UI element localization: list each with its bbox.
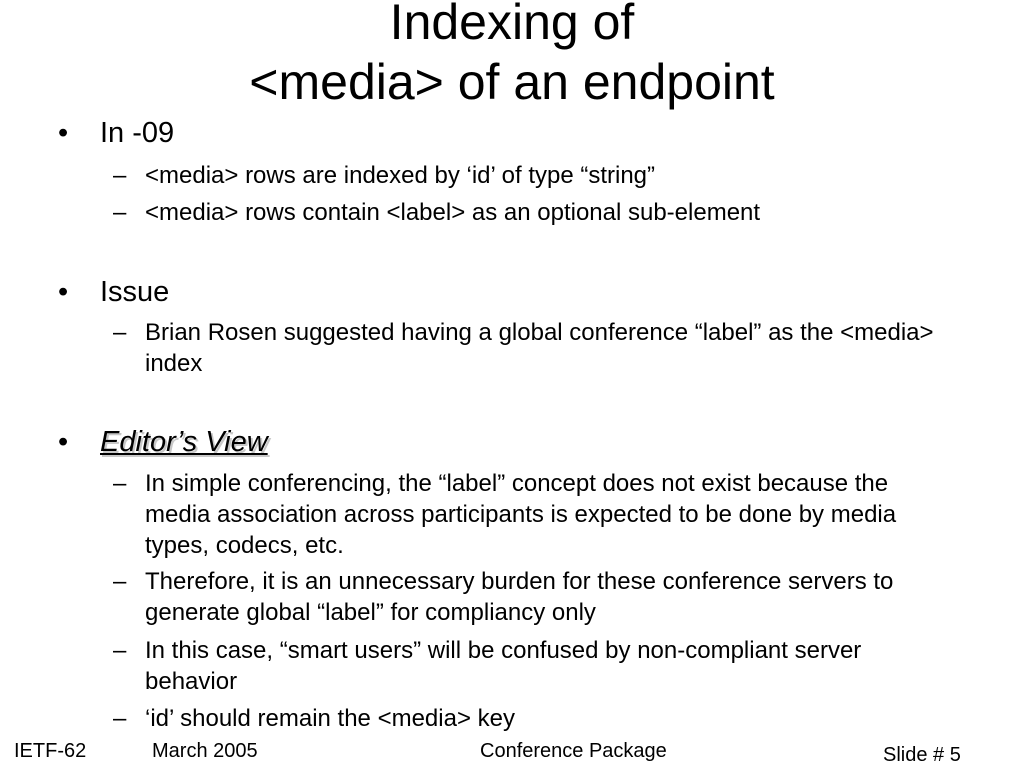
dash-marker: – [113, 162, 127, 189]
title-line-1: Indexing of [389, 0, 635, 50]
bullet-issue [58, 275, 169, 309]
sub-bullet-text: ‘id’ should remain the <media> key [145, 705, 515, 732]
sub-bullet [113, 468, 963, 561]
sub-bullet [113, 197, 963, 228]
sub-bullet [113, 317, 963, 379]
dash-marker: – [113, 568, 127, 595]
slide-title [0, 0, 1024, 112]
sub-bullet-text: Brian Rosen suggested having a global conference “label” as the <media> index [145, 319, 934, 377]
dash-marker: – [113, 319, 127, 346]
bullet-marker: • [58, 117, 69, 149]
dash-marker: – [113, 470, 127, 497]
bullet-marker: • [58, 426, 69, 458]
footer-date: March 2005 [152, 740, 258, 762]
dash-marker: – [113, 705, 127, 732]
sub-bullet [113, 566, 963, 628]
bullet-in-09 [58, 116, 174, 150]
bullet-editors-view [58, 425, 268, 459]
bullet-heading: Issue [100, 276, 170, 308]
dash-marker: – [113, 199, 127, 226]
bullet-marker: • [58, 276, 69, 308]
bullet-heading: In -09 [100, 117, 175, 149]
sub-bullet-text: Therefore, it is an unnecessary burden for these conference servers to generate global “label” for compliancy only [145, 568, 894, 626]
sub-bullet-text: <media> rows are indexed by ‘id’ of type “string” [145, 162, 656, 189]
title-line-2: <media> of an endpoint [249, 54, 775, 110]
dash-marker: – [113, 637, 127, 664]
bullet-heading: Editor’s View [100, 426, 268, 458]
footer-slide-number: Slide # 5 [883, 744, 961, 766]
sub-bullet [113, 160, 963, 191]
footer-topic: Conference Package [480, 740, 667, 762]
sub-bullet-text: <media> rows contain <label> as an optional sub-element [145, 199, 761, 226]
sub-bullet [113, 703, 963, 734]
sub-bullet-text: In simple conferencing, the “label” concept does not exist because the media association across participants is expected to be done by media types, codecs, etc. [145, 470, 897, 559]
sub-bullet [113, 635, 963, 697]
footer-event: IETF-62 [14, 740, 87, 762]
sub-bullet-text: In this case, “smart users” will be confused by non-compliant server behavior [145, 637, 862, 695]
